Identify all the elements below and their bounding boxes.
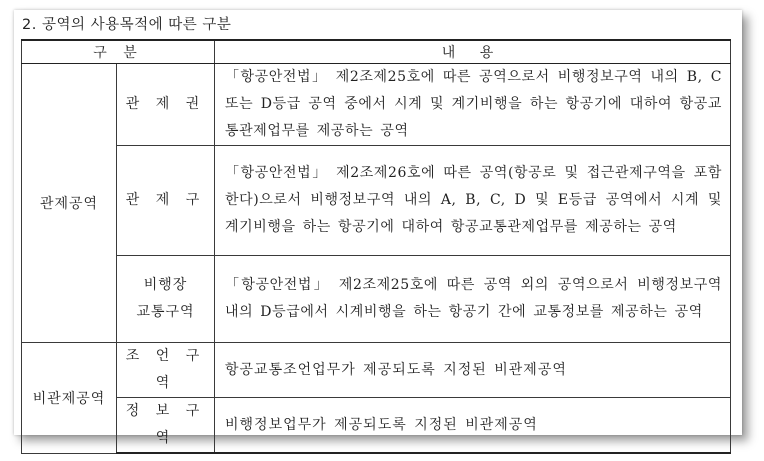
table-header-row	[22, 40, 731, 64]
subtype-aerodrome-traffic-zone	[117, 256, 215, 343]
table-row	[22, 343, 731, 398]
header-category: 구 분	[22, 40, 215, 64]
description-control-zone: 「항공안전법」 제2조제25호에 따른 공역으로서 비행정보구역 내의 B, C 또는 D등급 공역 중에서 시계 및 계기비행을 하는 항공기에 대하여 항공교통관제업무를 제공하는 공역	[215, 64, 731, 146]
table-row	[22, 398, 731, 454]
description-advisory-area: 항공교통조언업무가 제공되도록 지정된 비관제공역	[215, 343, 731, 398]
subtype-control-zone: 관 제 권	[117, 64, 215, 146]
description-control-area: 「항공안전법」 제2조제26호에 따른 공역(항공로 및 접근관제구역을 포함한다)으로서 비행정보구역 내의 A, B, C, D 및 E등급 공역에서 시계 및 계기비행을 하는 항공기에 대하여 항공교통관제업무를 제공하는 공역	[215, 146, 731, 256]
subtype-control-area: 관 제 구	[117, 146, 215, 256]
subtype-advisory-area: 조 언 구 역	[117, 343, 215, 398]
airspace-classification-table	[21, 39, 731, 454]
subtype-line-2: 교통구역	[136, 304, 195, 320]
table-row	[22, 256, 731, 343]
description-information-area: 비행정보업무가 제공되도록 지정된 비관제공역	[215, 398, 731, 454]
subtype-line-1: 비행장	[143, 277, 188, 293]
table-row	[22, 64, 731, 146]
description-aerodrome-traffic-zone: 「항공안전법」 제2조제25호에 따른 공역 외의 공역으로서 비행정보구역 내의 D등급에서 시계비행을 하는 항공기 간에 교통정보를 제공하는 공역	[215, 256, 731, 343]
group-uncontrolled-airspace: 비관제공역	[22, 343, 117, 454]
section-heading: 2. 공역의 사용목적에 따른 구분	[22, 17, 232, 33]
header-content: 내 용	[215, 40, 731, 64]
table-row	[22, 146, 731, 256]
document-page	[14, 10, 742, 446]
group-controlled-airspace: 관제공역	[22, 64, 117, 343]
subtype-information-area: 정 보 구 역	[117, 398, 215, 454]
